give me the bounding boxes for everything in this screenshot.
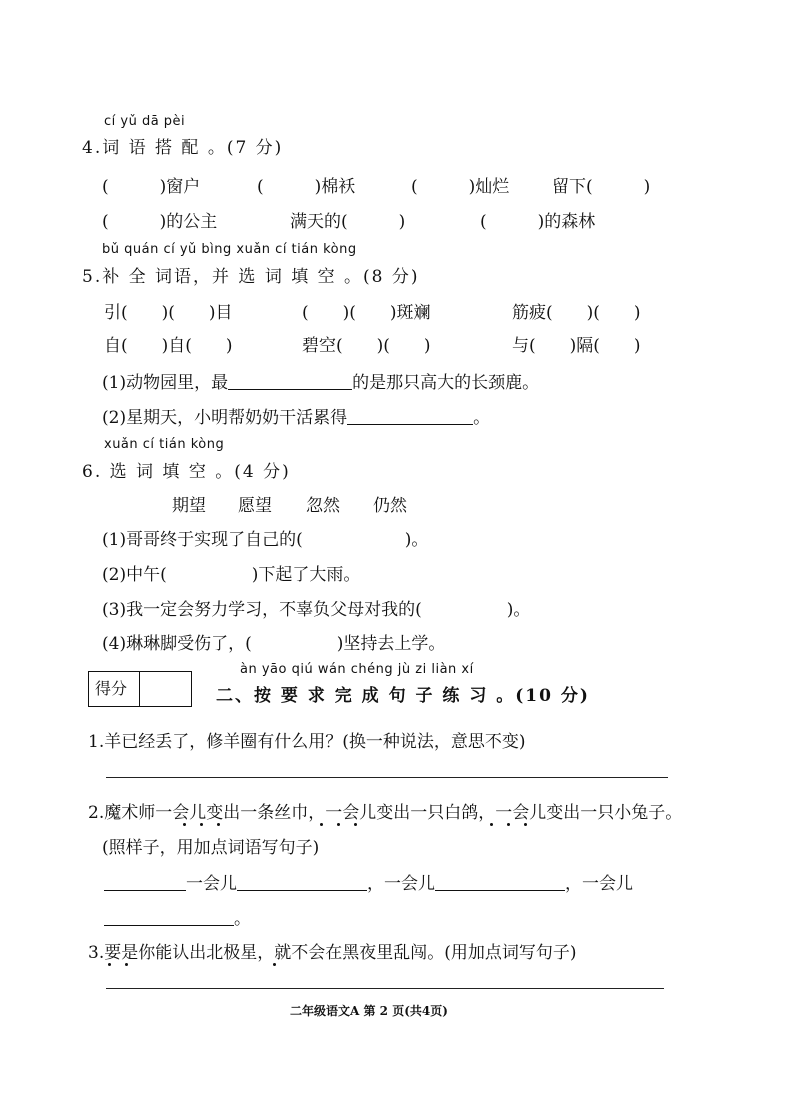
q4-blank-6[interactable]: 满天的( ) (290, 212, 406, 232)
q5-pinyin: bǔ quán cí yǔ bìng xuǎn cí tián kòng (102, 242, 357, 257)
q5-sentence-2 (102, 403, 490, 428)
emphasis-dot (273, 963, 276, 966)
emphasis-dot (507, 823, 510, 826)
q6-word-4: 仍然 (373, 496, 407, 516)
q6-sentence-3[interactable]: (3)我一定会努力学习，不辜负父母对我的( )。 (102, 600, 531, 620)
practice-3-question: 3.要是你能认出北极星，就不会在黑夜里乱闯。(用加点词写句子) (88, 943, 577, 963)
q5-idiom-6[interactable]: 与( )隔( ) (512, 336, 641, 356)
q4-blank-2[interactable]: ( )棉袄 (257, 177, 356, 197)
q6-sentence-2[interactable]: (2)中午( )下起了大雨。 (102, 565, 361, 585)
q5-idiom-1[interactable]: 引( )( )目 (104, 303, 233, 323)
q6-title: 6. 选 词 填 空 。(4 分) (82, 462, 291, 482)
practice-3-answer-line[interactable] (106, 988, 664, 989)
practice-1-answer-line[interactable] (106, 777, 668, 778)
section2-pinyin: àn yāo qiú wán chéng jù zi liàn xí (240, 662, 474, 677)
q5-s2-post: 。 (473, 408, 491, 428)
q5-s2-blank[interactable] (347, 408, 473, 425)
page-footer: 二年级语文A 第 2 页(共4页) (290, 1004, 448, 1018)
practice-1-question: 1.羊已经丢了，修羊圈有什么用？(换一种说法，意思不变) (88, 732, 526, 752)
q4-blank-1[interactable]: ( )窗户 (102, 177, 201, 197)
emphasis-dot (183, 823, 186, 826)
p2-blank-4[interactable] (104, 909, 234, 926)
q5-s1-post: 的是那只高大的长颈鹿。 (352, 373, 540, 393)
score-divider (139, 672, 140, 706)
score-box (88, 671, 192, 707)
emphasis-dot (490, 823, 493, 826)
p2-end: 。 (234, 909, 251, 929)
q6-sentence-4[interactable]: (4)琳琳脚受伤了，( )坚持去上学。 (102, 634, 446, 654)
practice-2-template (104, 869, 633, 894)
q5-idiom-5[interactable]: 碧空( )( ) (302, 336, 431, 356)
q4-blank-4[interactable]: 留下( ) (552, 177, 651, 197)
q4-title: 4.词 语 搭 配 。(7 分) (82, 138, 284, 158)
emphasis-dot (200, 823, 203, 826)
p2-blank-1[interactable] (104, 874, 186, 891)
q6-sentence-1[interactable]: (1)哥哥终于实现了自己的( )。 (102, 530, 429, 550)
q5-idiom-4[interactable]: 自( )自( ) (104, 336, 233, 356)
p2-connector-1: 一会儿 (186, 874, 237, 894)
q5-idiom-3[interactable]: 筋疲( )( ) (512, 303, 641, 323)
practice-2-instruction: (照样子，用加点词语写句子) (102, 838, 320, 858)
emphasis-dot (337, 823, 340, 826)
q5-idiom-2[interactable]: ( )( )斑斓 (302, 303, 431, 323)
emphasis-dot (108, 963, 111, 966)
q6-word-2: 愿望 (238, 496, 272, 516)
q5-title: 5.补 全 词语，并 选 词 填 空 。(8 分) (82, 267, 420, 287)
p2-connector-2: ，一会儿 (367, 874, 435, 894)
p2-blank-2[interactable] (237, 874, 367, 891)
emphasis-dot (217, 823, 220, 826)
emphasis-dot (125, 963, 128, 966)
q4-blank-3[interactable]: ( )灿烂 (411, 177, 510, 197)
q6-word-3: 忽然 (306, 496, 340, 516)
q6-word-1: 期望 (172, 496, 206, 516)
emphasis-dot (320, 823, 323, 826)
q6-pinyin: xuǎn cí tián kòng (104, 437, 225, 452)
q4-pinyin: cí yǔ dā pèi (104, 114, 186, 129)
score-label: 得分 (95, 679, 128, 698)
q4-blank-5[interactable]: ( )的公主 (102, 212, 218, 232)
q5-s1-pre: (1)动物园里，最 (102, 373, 229, 393)
q5-s1-blank[interactable] (228, 373, 352, 390)
p2-connector-3: ，一会儿 (565, 874, 633, 894)
q5-s2-pre: (2)星期天，小明帮奶奶干活累得 (102, 408, 348, 428)
p2-blank-3[interactable] (435, 874, 565, 891)
practice-2-template-end (104, 904, 251, 929)
emphasis-dot (354, 823, 357, 826)
q4-blank-7[interactable]: ( )的森林 (480, 212, 596, 232)
section2-title: 二、按 要 求 完 成 句 子 练 习 。(10 分) (216, 686, 590, 706)
practice-2-question: 2.魔术师一会儿变出一条丝巾，一会儿变出一只白鸽，一会儿变出一只小兔子。 (88, 803, 683, 823)
q5-sentence-1 (102, 368, 539, 393)
emphasis-dot (524, 823, 527, 826)
